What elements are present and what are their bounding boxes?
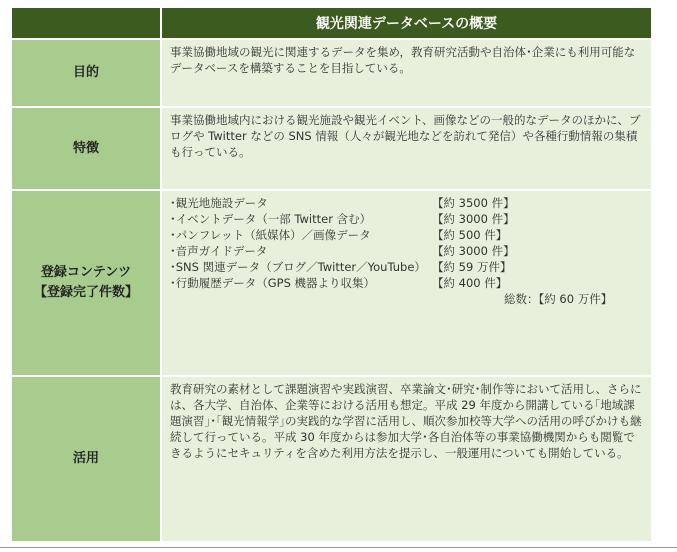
list-item	[170, 195, 643, 211]
item-name: ･観光地施設データ	[170, 196, 268, 210]
label-contents-line2: 【登録完了件数】	[33, 285, 138, 300]
item-count: 【約 3000 件】	[432, 212, 515, 226]
item-name: ･パンフレット（紙媒体）／画像データ	[170, 228, 371, 242]
label-contents-line1: 登録コンテンツ	[40, 265, 132, 280]
list-item	[170, 275, 643, 291]
text-features: 事業協働地域内における観光施設や観光イベント、画像などの一般的なデータのほかに、ブログや Twitter などの SNS 情報（人々が観光地などを訪れて発信）や各種行動情報の集積も行っている。	[162, 108, 651, 189]
header-row	[12, 8, 651, 38]
contents-total: 総数：【約 60 万件】	[504, 292, 613, 306]
item-count: 【約 500 件】	[432, 228, 508, 242]
overview-table	[10, 6, 653, 543]
row-purpose	[12, 40, 651, 106]
row-features	[12, 108, 651, 189]
text-usage: 教育研究の素材として課題演習や実践演習、卒業論文･研究･制作等において活用し、さらには、各大学、自治体、企業等における活用も想定。平成 29 年度から開講している｢地域課題演習｣･｢観光情報学｣の実践的な学習に活用し、順次参加校等大学への活用の呼びかけも継続して行っている。平成 30 年度からは参加大学･各自治体等の事業協働機関からも閲覧できるようにセキュリティを含めた利用方法を提示し、一般運用についても開始している。	[162, 377, 651, 541]
page-bottom-divider	[0, 547, 677, 548]
table-title: 観光関連データベースの概要	[162, 8, 651, 38]
list-item	[170, 259, 643, 275]
list-item	[170, 211, 643, 227]
label-usage: 活用	[12, 377, 160, 541]
contents-list-cell	[162, 191, 651, 375]
header-corner-cell	[12, 8, 160, 38]
label-purpose: 目的	[12, 40, 160, 106]
item-name: ･イベントデータ（一部 Twitter 含む）	[170, 212, 372, 226]
contents-list	[170, 195, 643, 291]
item-name: ･行動履歴データ（GPS 機器より収集）	[170, 276, 376, 290]
row-usage	[12, 377, 651, 541]
item-count: 【約 400 件】	[432, 276, 508, 290]
row-registered-contents	[12, 191, 651, 375]
item-count: 【約 59 万件】	[432, 260, 512, 274]
text-purpose: 事業協働地域の観光に関連するデータを集め，教育研究活動や自治体･企業にも利用可能なデータベースを構築することを目指している。	[162, 40, 651, 106]
item-count: 【約 3500 件】	[432, 196, 515, 210]
item-count: 【約 3000 件】	[432, 244, 515, 258]
label-registered-contents	[12, 191, 160, 375]
label-features: 特徴	[12, 108, 160, 189]
item-name: ･SNS 関連データ（ブログ／Twitter／YouTube）	[170, 260, 426, 274]
list-item	[170, 243, 643, 259]
list-item	[170, 227, 643, 243]
item-name: ･音声ガイドデータ	[170, 244, 268, 258]
